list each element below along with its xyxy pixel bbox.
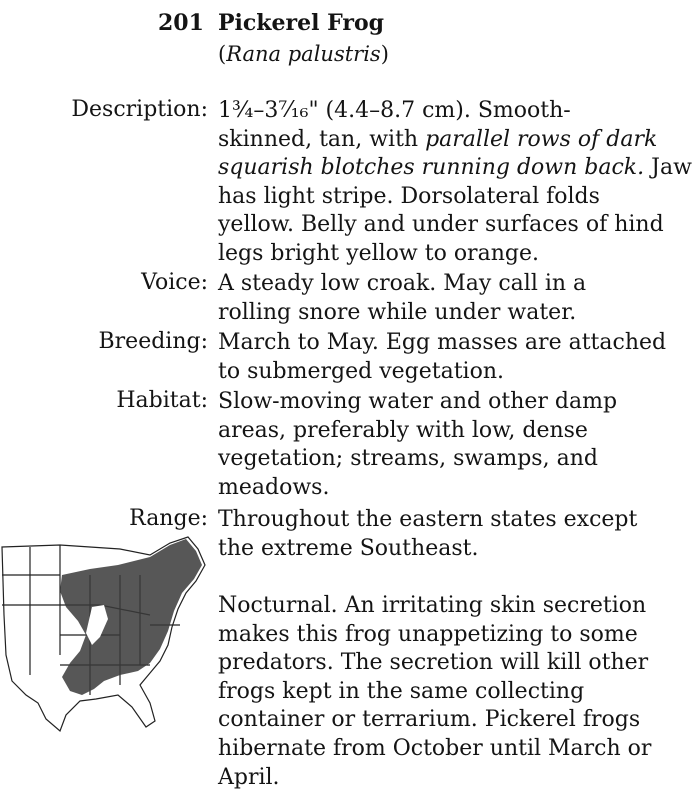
habitat-line: Slow-moving water and other damp xyxy=(218,389,618,414)
description-line: yellow. Belly and under surfaces of hind xyxy=(218,212,664,238)
notes-line: April. xyxy=(218,764,280,790)
habitat-line: areas, preferably with low, dense xyxy=(218,417,588,443)
breeding-line: March to May. Egg masses are attached xyxy=(218,330,667,355)
notes-line: makes this frog unappetizing to some xyxy=(218,621,638,647)
description-emphasis: parallel rows of dark xyxy=(425,126,658,152)
voice-line: A steady low croak. May call in a xyxy=(218,271,587,296)
notes-line: frogs kept in the same collecting xyxy=(218,678,585,704)
description-label: Description: xyxy=(71,97,208,122)
range-line: the extreme Southeast. xyxy=(218,535,479,561)
breeding-label: Breeding: xyxy=(98,329,208,354)
entry-number: 201 xyxy=(158,10,204,36)
habitat-text xyxy=(218,388,683,502)
breeding-line: to submerged vegetation. xyxy=(218,358,504,384)
notes-text xyxy=(218,592,683,792)
description-line: 1¾–3⁷⁄₁₆" (4.4–8.7 cm). Smooth- xyxy=(218,98,571,123)
notes-line: predators. The secretion will kill other xyxy=(218,650,649,676)
notes-line: hibernate from October until March or xyxy=(218,735,652,761)
scientific-name-italic: Rana palustris xyxy=(226,42,381,66)
description-text xyxy=(218,97,692,269)
habitat-line: meadows. xyxy=(218,474,330,500)
species-common-name: Pickerel Frog xyxy=(218,10,385,36)
voice-line: rolling snore while under water. xyxy=(218,299,577,325)
voice-label: Voice: xyxy=(141,270,208,295)
range-line: Throughout the eastern states except xyxy=(218,507,638,532)
voice-text xyxy=(218,270,683,327)
range-shading xyxy=(60,539,202,695)
description-line: skinned, tan, with parallel rows of dark xyxy=(218,126,658,152)
notes-line: Nocturnal. An irritating skin secretion xyxy=(218,593,647,618)
habitat-label: Habitat: xyxy=(116,388,208,413)
notes-line: container or terrarium. Pickerel frogs xyxy=(218,707,641,733)
species-scientific-name: (Rana palustris) xyxy=(218,42,389,66)
habitat-line: vegetation; streams, swamps, and xyxy=(218,446,598,472)
range-label: Range: xyxy=(129,506,208,531)
description-line: squarish blotches running down back. Jaw xyxy=(218,155,692,181)
description-emphasis: squarish blotches running down back. xyxy=(218,155,645,181)
range-text xyxy=(218,506,683,563)
description-line: legs bright yellow to orange. xyxy=(218,240,539,266)
range-map-icon xyxy=(0,535,210,735)
breeding-text xyxy=(218,329,683,386)
description-line: has light stripe. Dorsolateral folds xyxy=(218,183,600,209)
